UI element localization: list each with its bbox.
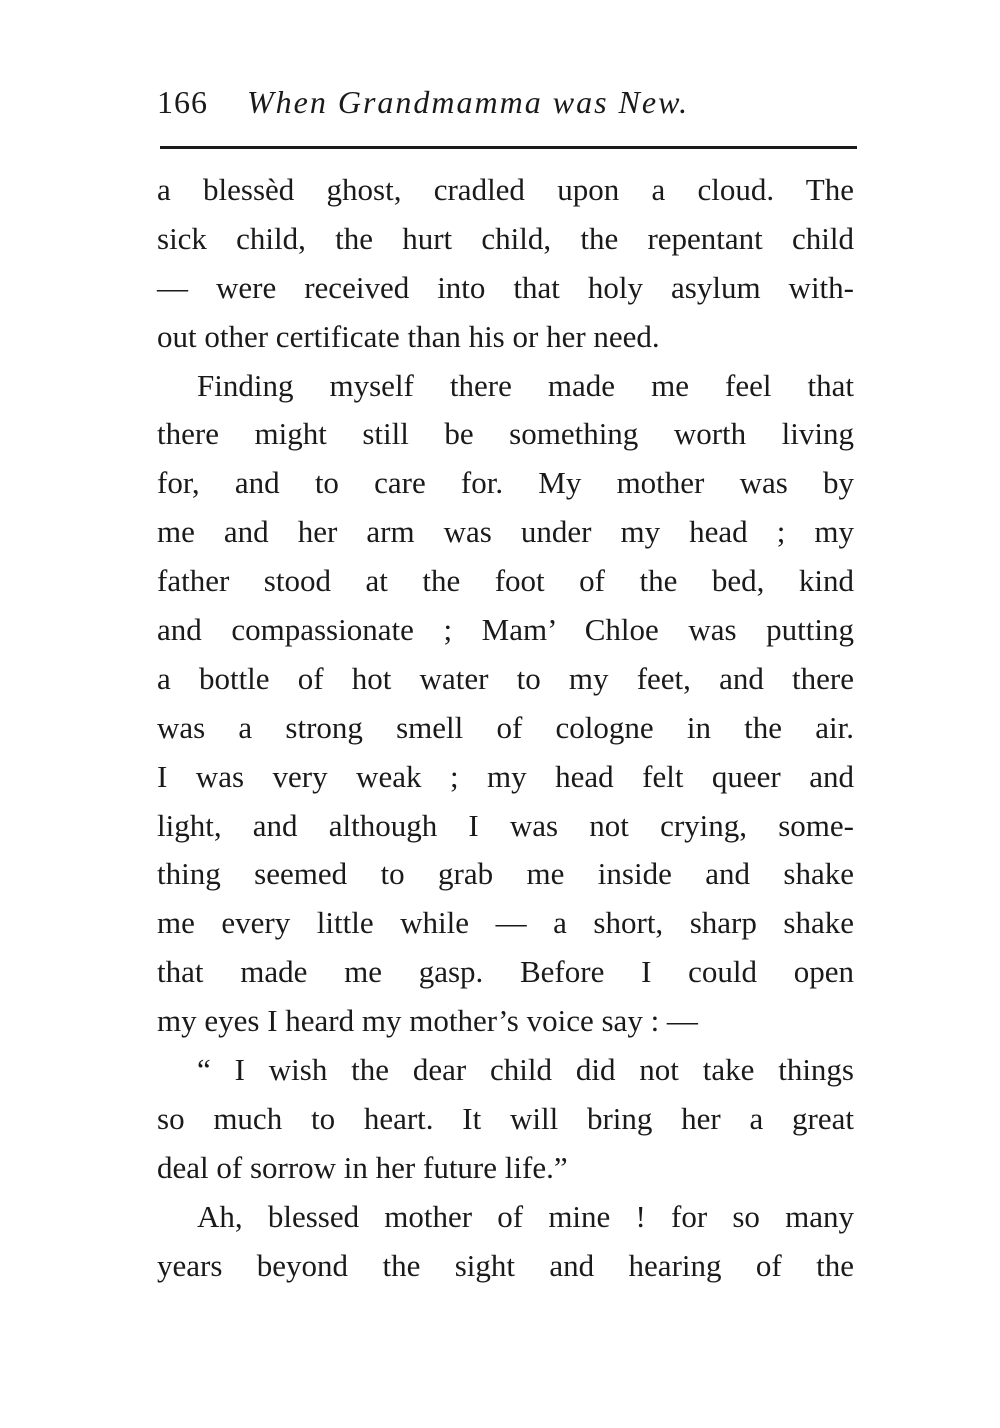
text-line: there might still be something worth living bbox=[157, 416, 854, 452]
header-rule bbox=[160, 146, 857, 149]
text-line: that made me gasp. Before I could open bbox=[157, 954, 854, 990]
text-line: I was very weak ; my head felt queer and bbox=[157, 758, 854, 794]
text-line: was a strong smell of cologne in the air. bbox=[157, 709, 854, 745]
text-line: and compassionate ; Mam’ Chloe was putting bbox=[157, 612, 854, 648]
text-line: my eyes I heard my mother’s voice say : — bbox=[157, 1003, 698, 1039]
body-text bbox=[157, 166, 854, 1290]
page-number: 166 bbox=[157, 84, 208, 120]
text-line: a blessèd ghost, cradled upon a cloud. The bbox=[157, 172, 854, 207]
text-line: father stood at the foot of the bed, kind bbox=[157, 563, 854, 599]
text-line: light, and although I was not crying, some- bbox=[157, 807, 854, 843]
text-line: sick child, the hurt child, the repentant child bbox=[157, 220, 854, 256]
text-line: out other certificate than his or her need. bbox=[157, 318, 660, 354]
text-line: deal of sorrow in her future life.” bbox=[157, 1149, 568, 1185]
text-line: so much to heart. It will bring her a great bbox=[157, 1100, 854, 1136]
paragraph-first-line: Finding myself there made me feel that bbox=[197, 367, 854, 403]
text-line: years beyond the sight and hearing of the bbox=[157, 1247, 854, 1283]
text-line: me and her arm was under my head ; my bbox=[157, 514, 854, 550]
text-line: a bottle of hot water to my feet, and there bbox=[157, 660, 854, 696]
text-line: for, and to care for. My mother was by bbox=[157, 465, 854, 501]
text-line: thing seemed to grab me inside and shake bbox=[157, 856, 854, 892]
paragraph-first-line: Ah, blessed mother of mine ! for so many bbox=[197, 1198, 854, 1234]
text-line: me every little while — a short, sharp shake bbox=[157, 905, 854, 941]
running-title: When Grandmamma was New. bbox=[247, 84, 690, 120]
paragraph-first-line: “ I wish the dear child did not take things bbox=[197, 1052, 854, 1088]
running-header bbox=[157, 84, 857, 134]
text-line: — were received into that holy asylum with- bbox=[157, 269, 854, 305]
